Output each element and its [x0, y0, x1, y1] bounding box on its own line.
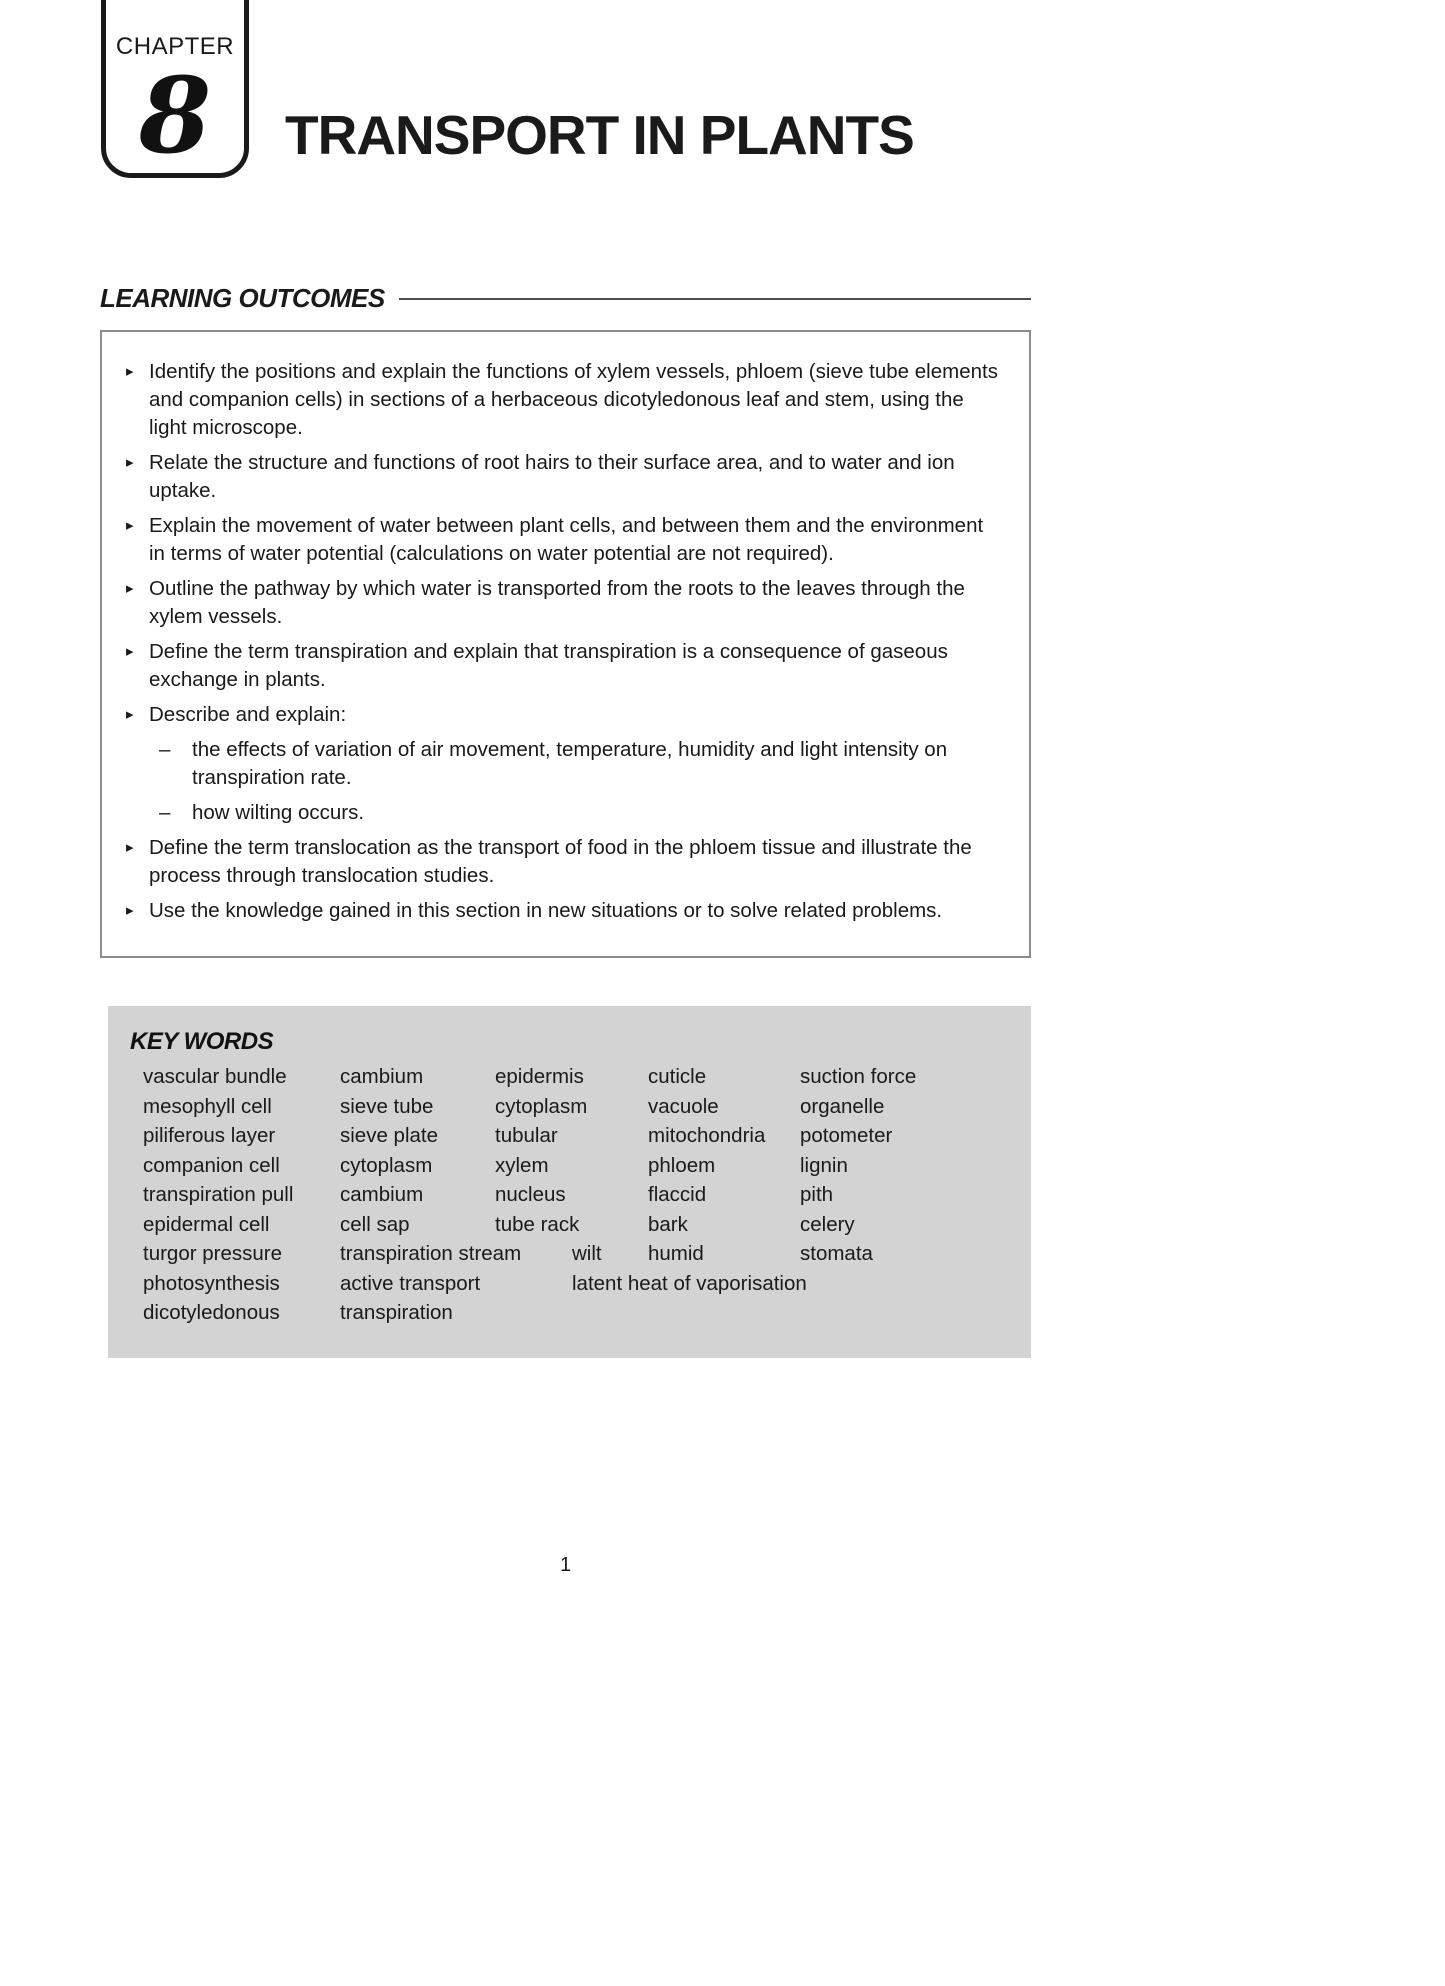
outcome-item	[126, 834, 1003, 890]
triangle-bullet-icon: ▸	[126, 363, 134, 380]
key-word: organelle	[800, 1094, 885, 1118]
dash-bullet: –	[159, 738, 171, 761]
triangle-bullet-icon: ▸	[126, 454, 134, 471]
key-word: sieve tube	[340, 1094, 434, 1118]
key-words-heading: KEY WORDS	[130, 1028, 274, 1055]
key-word: xylem	[495, 1153, 549, 1177]
page-content	[100, 283, 1031, 1577]
outcome-item	[126, 897, 1003, 925]
key-word: tube rack	[495, 1212, 580, 1236]
key-word: epidermis	[495, 1065, 584, 1088]
outcome-text: Relate the structure and functions of root hairs to their surface area, and to water and ion uptake.	[149, 451, 955, 502]
key-word: transpiration stream	[340, 1242, 522, 1265]
key-word: pith	[800, 1183, 834, 1206]
key-word: mitochondria	[648, 1124, 766, 1147]
outcome-text: Define the term transpiration and explain that transpiration is a consequence of gaseous exchange in plants.	[149, 640, 948, 691]
key-words-grid	[130, 1062, 1011, 1328]
key-word: phloem	[648, 1153, 716, 1177]
key-word: suction force	[800, 1065, 917, 1088]
key-word: flaccid	[648, 1183, 707, 1206]
key-word: companion cell	[143, 1153, 280, 1177]
key-word: photosynthesis	[143, 1271, 280, 1295]
key-word: sieve plate	[340, 1124, 439, 1147]
outcome-item	[126, 512, 1003, 568]
dash-bullet: –	[159, 801, 171, 824]
key-words-row	[143, 1298, 1011, 1328]
page-title: TRANSPORT IN PLANTS	[285, 104, 914, 166]
outcome-item	[126, 449, 1003, 505]
triangle-bullet-icon: ▸	[126, 706, 134, 723]
chapter-badge	[101, 0, 249, 178]
outcome-subtext: how wilting occurs.	[192, 801, 365, 824]
learning-outcomes-box	[100, 330, 1031, 958]
outcome-text: Identify the positions and explain the functions of xylem vessels, phloem (sieve tube elements and companion cells) in sections of a herbaceous dicotyledonous leaf and stem, using the light microscope.	[149, 360, 998, 439]
outcome-item	[126, 575, 1003, 631]
key-word: humid	[648, 1242, 704, 1265]
key-word: wilt	[572, 1242, 602, 1265]
key-word: transpiration	[340, 1301, 453, 1324]
chapter-number: 8	[138, 54, 212, 177]
key-word: turgor pressure	[143, 1242, 283, 1265]
chapter-label: CHAPTER	[115, 33, 235, 60]
outcome-subitem	[126, 799, 1003, 827]
key-word: active transport	[340, 1271, 481, 1295]
key-word: vascular bundle	[143, 1065, 287, 1088]
outcome-text: Define the term translocation as the transport of food in the phloem tissue and illustrate the process through translocation studies.	[149, 836, 972, 887]
key-word: cambium	[340, 1065, 424, 1088]
learning-outcomes-heading-row	[100, 283, 1031, 314]
key-word: transpiration pull	[143, 1183, 294, 1206]
key-words-row	[143, 1239, 1011, 1269]
triangle-bullet-icon: ▸	[126, 517, 134, 534]
outcome-text: Describe and explain:	[149, 703, 347, 726]
outcome-text: Explain the movement of water between plant cells, and between them and the environment in terms of water potential (calculations on water potential are not required).	[149, 514, 984, 565]
page-number: 1	[559, 1553, 572, 1576]
triangle-bullet-icon: ▸	[126, 643, 134, 660]
outcome-item	[126, 638, 1003, 694]
key-word: celery	[800, 1212, 855, 1236]
key-word: nucleus	[495, 1183, 566, 1206]
key-word: bark	[648, 1212, 688, 1236]
triangle-bullet-icon: ▸	[126, 839, 134, 856]
key-word: cytoplasm	[340, 1153, 433, 1177]
key-word: epidermal cell	[143, 1212, 270, 1236]
key-word: cytoplasm	[495, 1094, 588, 1118]
heading-rule	[399, 298, 1031, 300]
outcome-item	[126, 701, 1003, 729]
outcome-text: Use the knowledge gained in this section in new situations or to solve related problems.	[149, 899, 943, 922]
triangle-bullet-icon: ▸	[126, 580, 134, 597]
key-word: cambium	[340, 1183, 424, 1206]
key-word: piliferous layer	[143, 1124, 276, 1147]
key-words-row	[143, 1092, 1011, 1122]
key-word: latent heat of vaporisation	[572, 1271, 807, 1295]
key-word: potometer	[800, 1124, 893, 1147]
key-word: tubular	[495, 1124, 558, 1147]
key-words-row	[143, 1269, 1011, 1299]
key-word: mesophyll cell	[143, 1094, 272, 1118]
key-word: vacuole	[648, 1094, 719, 1118]
key-word: stomata	[800, 1242, 873, 1265]
key-words-row	[143, 1180, 1011, 1210]
key-word: dicotyledonous	[143, 1301, 280, 1324]
key-words-row	[143, 1151, 1011, 1181]
key-word: cell sap	[340, 1212, 410, 1236]
key-words-row	[143, 1210, 1011, 1240]
learning-outcomes-heading: LEARNING OUTCOMES	[100, 283, 385, 313]
key-word: lignin	[800, 1153, 848, 1177]
key-words-row	[143, 1062, 1011, 1092]
outcome-subitem	[126, 736, 1003, 792]
outcome-subtext: the effects of variation of air movement, temperature, humidity and light intensity on transpiration rate.	[192, 738, 948, 789]
key-word: cuticle	[648, 1065, 707, 1088]
outcome-item	[126, 358, 1003, 442]
outcome-text: Outline the pathway by which water is transported from the roots to the leaves through the xylem vessels.	[149, 577, 965, 628]
key-words-row	[143, 1121, 1011, 1151]
key-words-box	[108, 1006, 1031, 1358]
triangle-bullet-icon: ▸	[126, 902, 134, 919]
